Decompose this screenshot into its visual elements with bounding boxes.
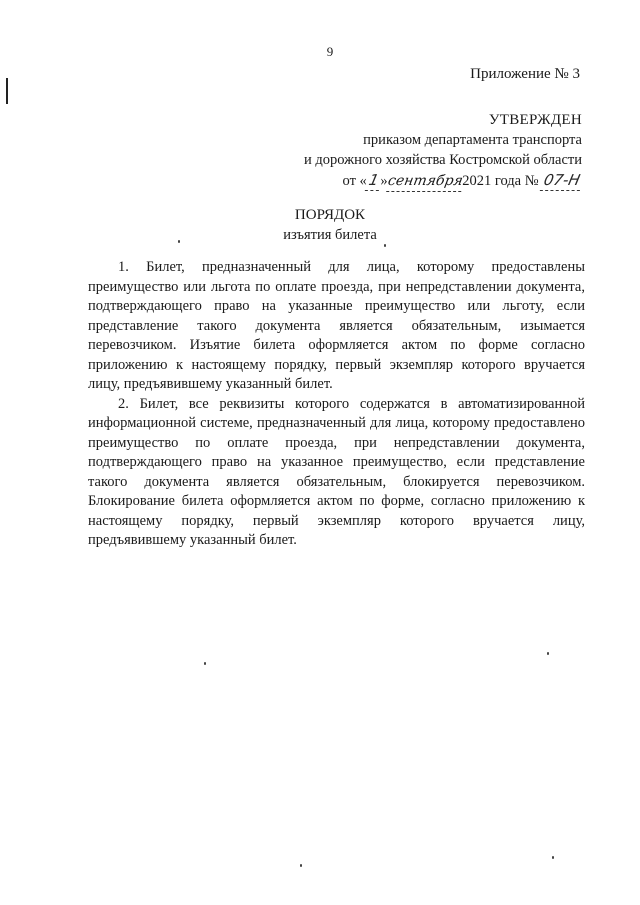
page-number: 9 [326,44,334,59]
heading-title: ПОРЯДОК [294,207,366,223]
document-heading [0,205,640,245]
approval-line-2: и дорожного хозяйства Костромской области [304,152,582,168]
scan-speck [178,240,180,243]
date-year: 2021 года № [462,173,539,189]
date-prefix: от « [342,173,367,189]
approval-line-1: приказом департамента транспорта [363,132,582,148]
heading-subtitle: изъятия билета [283,227,377,243]
document-body [88,258,585,551]
paragraph-1: 1. Билет, предназначенный для лица, которому предоставлены преимущество или льгота по оплате проезда, при непредставлении документа, подтверждающего право на указанные преимущество или льготу, если представление такого документа является обязательным, изымается перевозчиком. Изъятие билета оформляется актом по форме согласно приложению к настоящему порядку, первый экземпляр которого вручается лицу, предъявившему указанный билет. [88,259,585,392]
handwritten-order-number: 07-Н [540,170,584,191]
approval-title: УТВЕРЖДЕН [488,112,582,128]
approval-date-line [252,170,582,192]
scan-speck [547,652,549,655]
paragraph-2: 2. Билет, все реквизиты которого содержатся в автоматизированной информационной системе, предназначенный для лица, которому предоставлено преимущество по оплате проезда, при непредставлении документа, подтверждающего право на указанное преимущество, если представление такого документа является обязательным, блокируется перевозчиком. Блокирование билета оформляется актом по форме, согласно приложению к настоящему порядку, первый экземпляр которого вручается лицу, предъявившему указанный билет. [88,395,585,548]
handwritten-day: 1 [365,170,383,191]
date-mid: » [380,173,388,189]
scan-speck [552,856,554,859]
scan-speck [300,864,302,867]
scan-margin-mark [6,78,8,104]
scan-speck [384,244,386,247]
handwritten-month: сентября [386,171,464,192]
approval-block [252,110,582,192]
appendix-label: Приложение № 3 [470,66,580,82]
scan-speck [204,662,206,665]
